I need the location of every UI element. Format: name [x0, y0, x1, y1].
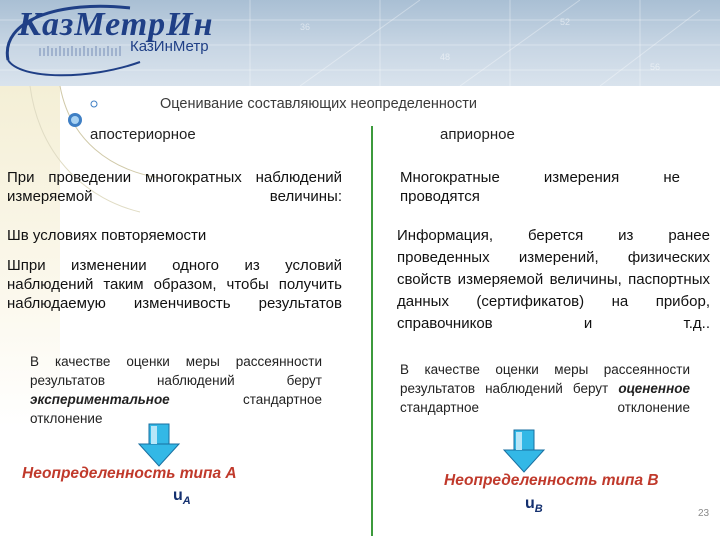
svg-text:48: 48 — [440, 52, 451, 62]
right-information-text: Информация, берется из ранее проведенных измерений, физических свойств измеряемой величины, паспортных данных (сертификатов) на прибор, справочников и т.д.. — [397, 227, 710, 332]
right-estimate-text — [400, 360, 690, 417]
svg-text:56: 56 — [650, 62, 661, 72]
svg-text:36: 36 — [300, 22, 311, 32]
left-estimate-text — [30, 352, 322, 428]
symbol-u-b: u — [525, 495, 535, 512]
symbol-sub-b: B — [534, 503, 543, 516]
symbol-sub-a: A — [182, 495, 191, 508]
left-bullet-variability: Шпри изменении одного из условий наблюдений таким образом, чтобы получить наблюдаемую изменчивость результатов — [7, 257, 342, 312]
down-arrow-icon — [500, 428, 548, 476]
uncertainty-symbol-a — [173, 487, 191, 507]
page-title: Оценивание составляющих неопределенности — [160, 96, 477, 112]
left-estimate-bold: экспериментальное — [30, 392, 170, 407]
page-number: 23 — [698, 508, 710, 519]
right-estimate-tail: стандартное отклонение — [400, 400, 690, 415]
uncertainty-symbol-b — [525, 495, 543, 515]
header-banner — [0, 0, 720, 86]
uncertainty-type-a-label: Неопределенность типа А — [22, 465, 237, 482]
left-intro-text: При проведении многократных наблюдений измеряемой величины: — [7, 169, 342, 205]
right-column-heading: априорное — [440, 126, 515, 143]
down-arrow-icon — [135, 422, 183, 470]
uncertainty-type-b-label: Неопределенность типа В — [444, 472, 659, 489]
logo-subtext: КазИнМетр — [130, 38, 209, 55]
right-intro-text: Многократные измерения не проводятся — [400, 169, 680, 205]
right-estimate-lead: В качестве оценки меры рассеянности результатов наблюдений берут — [400, 362, 690, 396]
svg-text:52: 52 — [560, 17, 571, 27]
left-estimate-tail: стандартное отклонение — [30, 392, 322, 426]
left-bullet-repeatability: Шв условиях повторяемости — [7, 227, 207, 244]
column-divider — [371, 126, 373, 536]
left-column-heading: апостериорное — [90, 126, 196, 143]
symbol-u-a: u — [173, 487, 183, 504]
right-estimate-bold: оцененное — [618, 381, 690, 396]
logo-text: КазМетрИн — [18, 6, 214, 43]
left-estimate-lead: В качестве оценки меры рассеянности результатов наблюдений берут — [30, 354, 322, 388]
